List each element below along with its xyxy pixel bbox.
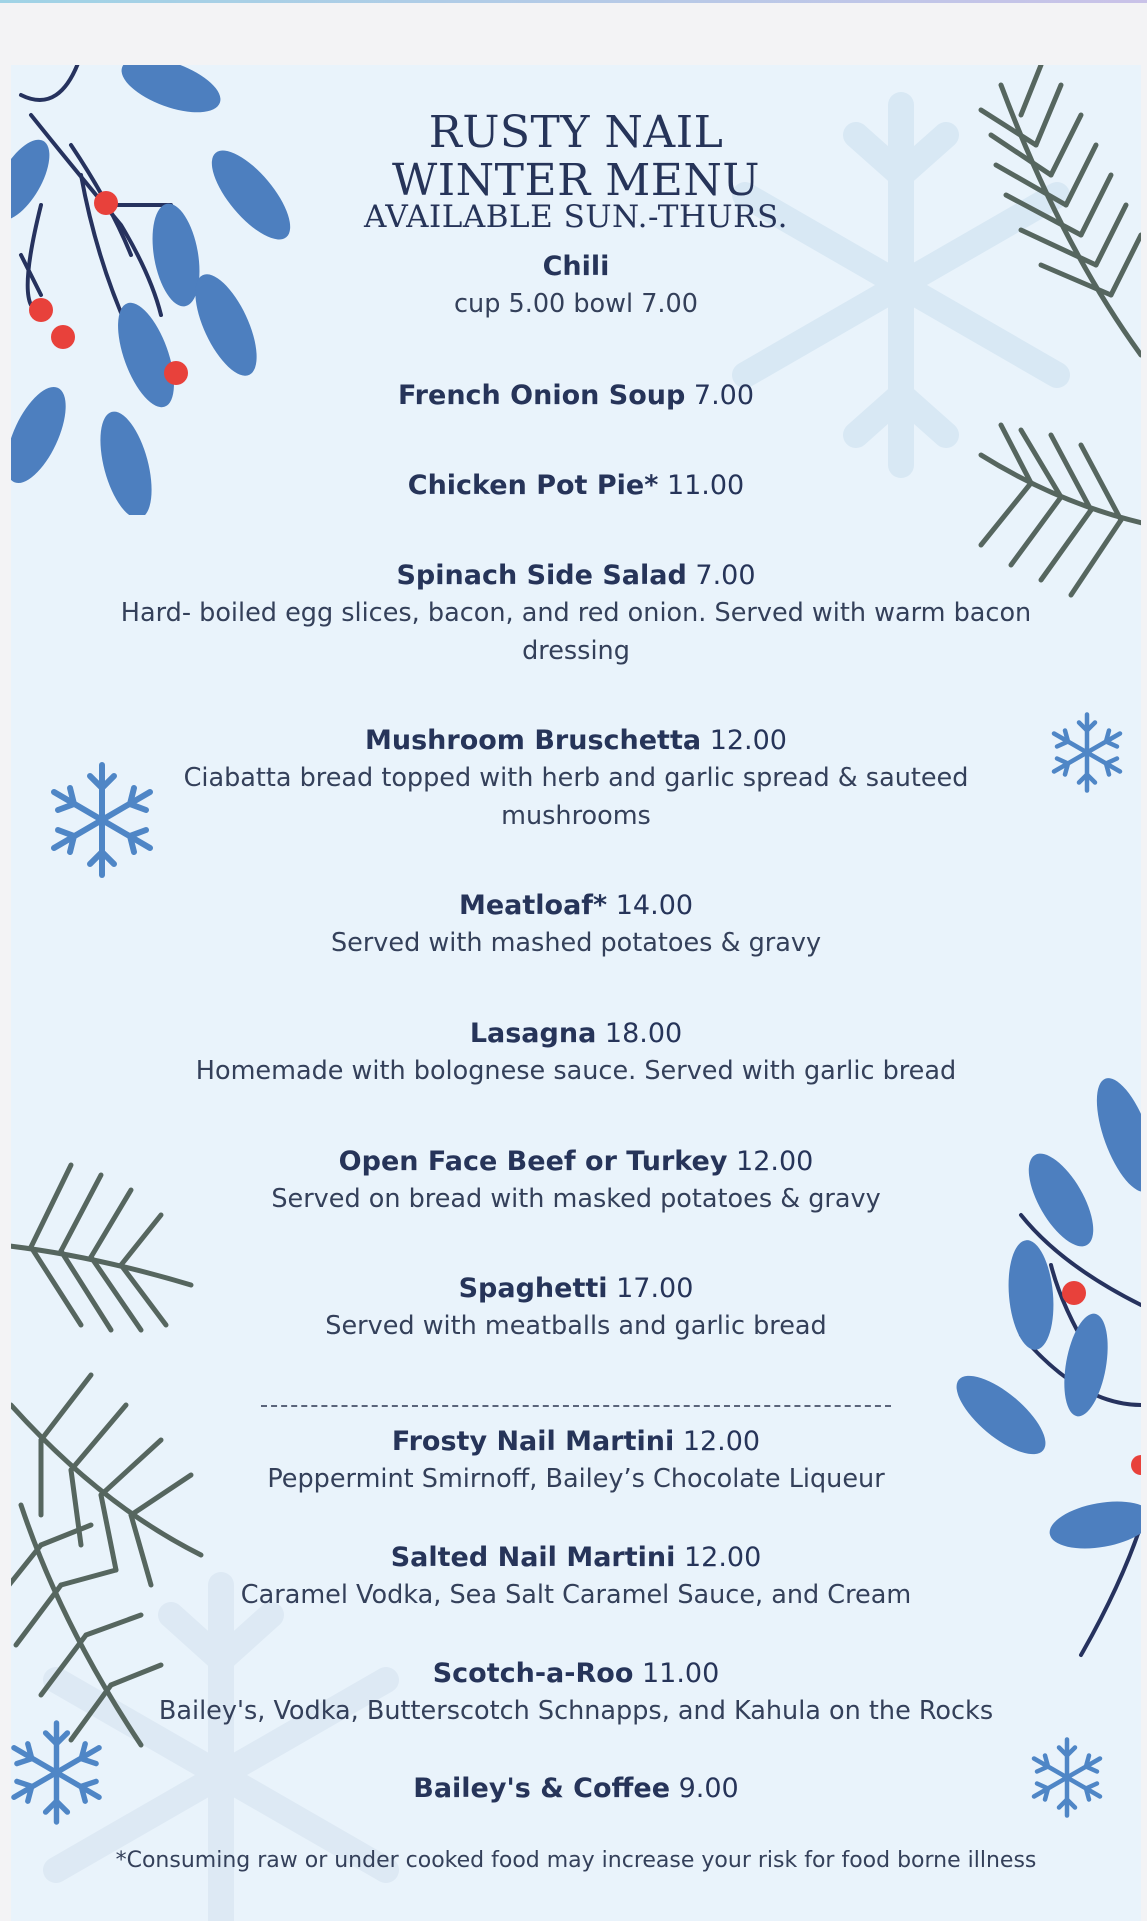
item-name: Chicken Pot Pie* [407, 470, 659, 501]
section-divider [261, 1405, 891, 1407]
item-price: 7.00 [695, 560, 756, 591]
top-accent-line [0, 0, 1147, 3]
item-name: Open Face Beef or Turkey [338, 1146, 728, 1177]
item-name: Chili [542, 251, 610, 282]
item-price: 11.00 [641, 1658, 720, 1689]
item-name: Spinach Side Salad [396, 560, 687, 591]
food-safety-disclaimer: *Consuming raw or under cooked food may increase your risk for food borne illness [115, 1848, 1037, 1873]
item-description: cup 5.00 bowl 7.00 [454, 289, 698, 319]
item-name: Bailey's & Coffee [413, 1773, 671, 1804]
item-price: 12.00 [709, 725, 787, 756]
item-price: 11.00 [666, 470, 745, 501]
item-description: Hard- boiled egg slices, bacon, and red onion. Served with warm bacon dressing [120, 598, 1032, 666]
item-price: 12.00 [736, 1146, 814, 1177]
menu-subtitle: AVAILABLE SUN.-THURS. [364, 199, 788, 235]
item-price: 12.00 [683, 1542, 762, 1573]
menu-content [11, 65, 1141, 1921]
item-description: Served with meatballs and garlic bread [325, 1311, 827, 1341]
menu-item [71, 1271, 1081, 1345]
menu-item [71, 723, 1081, 835]
drink-item [71, 1424, 1081, 1498]
drink-item [71, 1771, 1081, 1807]
item-price: 17.00 [616, 1273, 694, 1304]
item-name: Salted Nail Martini [390, 1542, 676, 1573]
item-price: 9.00 [678, 1773, 739, 1804]
menu-card [11, 65, 1141, 1921]
item-description: Bailey's, Vodka, Butterscotch Schnapps, and Kahula on the Rocks [158, 1696, 994, 1726]
menu-item [71, 468, 1081, 504]
menu-title-line2: WINTER MENU [392, 155, 760, 206]
item-price: 7.00 [693, 380, 755, 411]
menu-item [71, 558, 1081, 670]
item-name: Scotch-a-Roo [432, 1658, 634, 1689]
item-name: Frosty Nail Martini [391, 1426, 675, 1457]
item-description: Homemade with bolognese sauce. Served with garlic bread [195, 1056, 957, 1086]
item-price: 18.00 [604, 1018, 683, 1049]
menu-title-line1: RUSTY NAIL [428, 107, 724, 158]
item-name: Spaghetti [458, 1273, 608, 1304]
item-name: Mushroom Bruschetta [365, 725, 702, 756]
item-name: Lasagna [469, 1018, 597, 1049]
menu-item [71, 378, 1081, 414]
item-description: Ciabatta bread topped with herb and garlic spread & sauteed mushrooms [183, 763, 969, 831]
item-description: Caramel Vodka, Sea Salt Caramel Sauce, and Cream [240, 1580, 912, 1610]
menu-item [71, 1016, 1081, 1090]
drink-item [71, 1540, 1081, 1614]
menu-item [71, 249, 1081, 323]
drink-item [71, 1656, 1081, 1730]
item-name: Meatloaf* [458, 890, 608, 921]
item-name: French Onion Soup [397, 380, 686, 411]
menu-item [71, 1144, 1081, 1218]
item-price: 12.00 [682, 1426, 761, 1457]
item-description: Served on bread with masked potatoes & gravy [271, 1184, 881, 1214]
item-description: Peppermint Smirnoff, Bailey’s Chocolate Liqueur [267, 1464, 885, 1494]
item-description: Served with mashed potatoes & gravy [330, 928, 822, 958]
menu-item [71, 888, 1081, 962]
item-price: 14.00 [615, 890, 694, 921]
